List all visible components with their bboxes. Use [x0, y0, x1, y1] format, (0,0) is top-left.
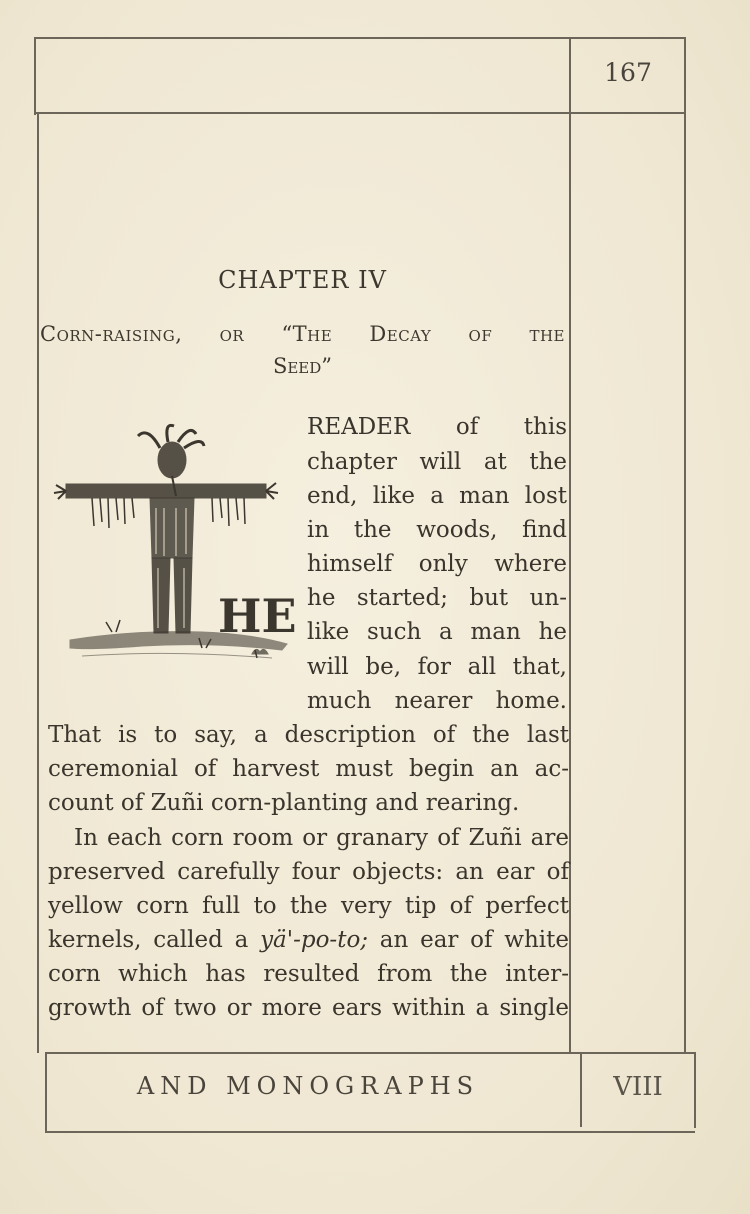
page-number: 167 — [604, 58, 652, 87]
column-divider-rule — [569, 37, 571, 1054]
body-line: end, like a man lost — [307, 483, 567, 509]
body-line: ceremonial of harvest must begin an ac- — [48, 756, 569, 782]
frame-left-rule-body — [37, 113, 39, 1053]
margin-column-right-rule — [684, 37, 686, 1053]
text-segment: kernels, called a — [48, 927, 261, 953]
body-line-with-term — [48, 923, 569, 957]
body-line: chapter will at the — [307, 449, 567, 475]
footer-right-rule — [694, 1052, 696, 1128]
body-line: yellow corn full to the very tip of perfect — [48, 893, 569, 919]
chapter-subtitle-line1: Corn-raising, or “The Decay of the — [40, 322, 565, 346]
body-line: That is to say, a description of the last — [48, 722, 569, 748]
body-line: like such a man he — [307, 619, 567, 645]
scarecrow-initial-icon — [52, 418, 302, 678]
body-line: he started; but un- — [307, 585, 567, 611]
frame-left-rule — [34, 37, 36, 115]
text-segment: an ear of white — [368, 927, 569, 953]
header-divider-rule — [36, 112, 685, 114]
body-line: himself only where — [307, 551, 567, 577]
frame-left-rule-footer — [45, 1053, 47, 1133]
paragraph-first-line: In each corn room or granary of Zuñi are — [74, 825, 569, 851]
body-line: preserved carefully four objects: an ear of — [48, 859, 569, 885]
body-line: will be, for all that, — [307, 654, 567, 680]
footer-bottom-rule — [45, 1131, 695, 1133]
body-line: in the woods, find — [307, 517, 567, 543]
zuni-term: yä'-po-to; — [260, 927, 369, 953]
volume-number: VIII — [613, 1072, 663, 1102]
body-line: count of Zuñi corn-planting and rearing. — [48, 790, 520, 816]
body-line: growth of two or more ears within a single — [48, 995, 569, 1021]
body-line: READER of this — [307, 414, 567, 440]
series-title: AND MONOGRAPHS — [136, 1072, 480, 1100]
body-line: much nearer home. — [307, 688, 567, 714]
chapter-subtitle-line2: Seed” — [272, 354, 333, 378]
body-line: corn which has resulted from the inter- — [48, 961, 569, 987]
chapter-heading: CHAPTER IV — [218, 266, 387, 294]
initial-letters: HE — [218, 589, 297, 643]
frame-top-rule — [34, 37, 685, 39]
footer-top-rule — [45, 1052, 695, 1054]
